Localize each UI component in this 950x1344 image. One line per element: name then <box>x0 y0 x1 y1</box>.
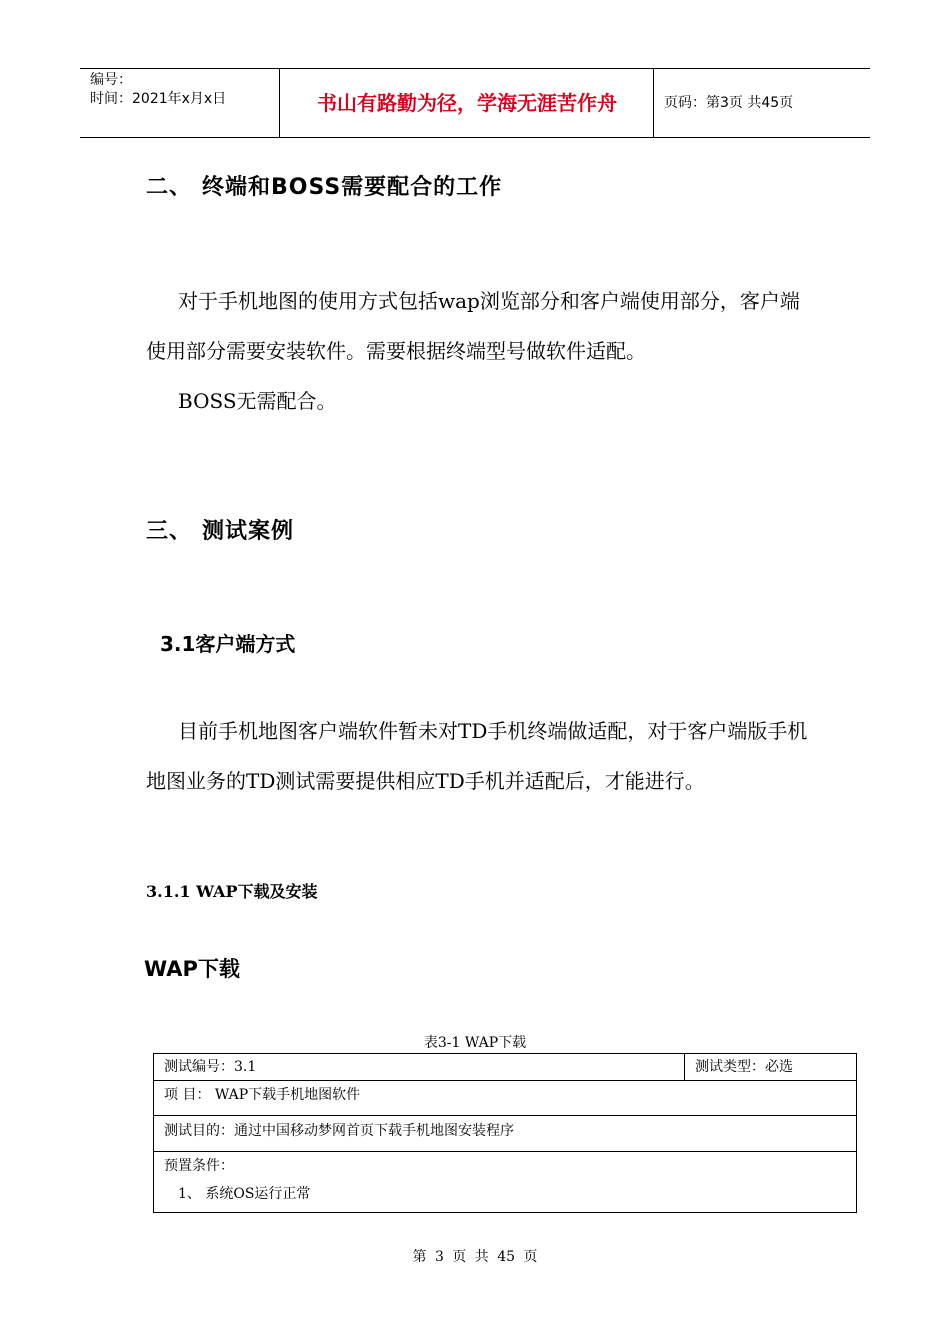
section-3-heading <box>146 514 294 545</box>
section-2-paragraph-1: 对于手机地图的使用方式包括wap浏览部分和客户端使用部分，客户端使用部分需要安装软件。需要根据终端型号做软件适配。 <box>146 289 800 363</box>
page-header <box>80 68 870 138</box>
section-2-title: 终端和BOSS需要配合的工作 <box>202 175 503 200</box>
item-cell: 项 目： WAP下载手机地图软件 <box>164 1087 361 1103</box>
serial-label: 编号： <box>90 72 132 88</box>
page-footer: 第 3 页 共 45 页 <box>412 1249 538 1265</box>
table-row <box>154 1081 856 1116</box>
section-2-number: 二、 <box>146 175 193 200</box>
test-type-cell: 测试类型：必选 <box>684 1054 858 1081</box>
test-case-table <box>153 1053 857 1213</box>
table-row <box>154 1152 856 1212</box>
table-row <box>154 1116 856 1152</box>
time-label: 时间：2021年x月x日 <box>90 91 227 107</box>
wap-download-subheading: WAP下载 <box>144 957 240 981</box>
section-3-number: 三、 <box>146 519 193 544</box>
section-3-1-1-heading: 3.1.1 WAP下载及安装 <box>146 882 318 901</box>
purpose-cell: 测试目的：通过中国移动梦网首页下载手机地图安装程序 <box>164 1123 514 1139</box>
header-meta-cell <box>80 69 280 137</box>
table-caption: 表3-1 WAP下载 <box>423 1035 527 1051</box>
section-3-1-paragraph: 目前手机地图客户端软件暂未对TD手机终端做适配，对于客户端版手机地图业务的TD测试需要提供相应TD手机并适配后，才能进行。 <box>146 719 808 793</box>
section-2-heading <box>146 170 502 201</box>
section-2-paragraph-2: BOSS无需配合。 <box>178 389 337 413</box>
section-3-title: 测试案例 <box>202 519 295 544</box>
header-page-info: 页码：第3页 共45页 <box>664 95 794 111</box>
precondition-label: 预置条件： <box>164 1158 234 1174</box>
section-3-1-heading: 3.1客户端方式 <box>160 632 296 656</box>
header-motto: 书山有路勤为径，学海无涯苦作舟 <box>281 69 654 137</box>
table-row <box>154 1054 856 1081</box>
precondition-item: 1、 系统OS运行正常 <box>178 1186 311 1202</box>
test-id-cell: 测试编号：3.1 <box>164 1059 257 1075</box>
